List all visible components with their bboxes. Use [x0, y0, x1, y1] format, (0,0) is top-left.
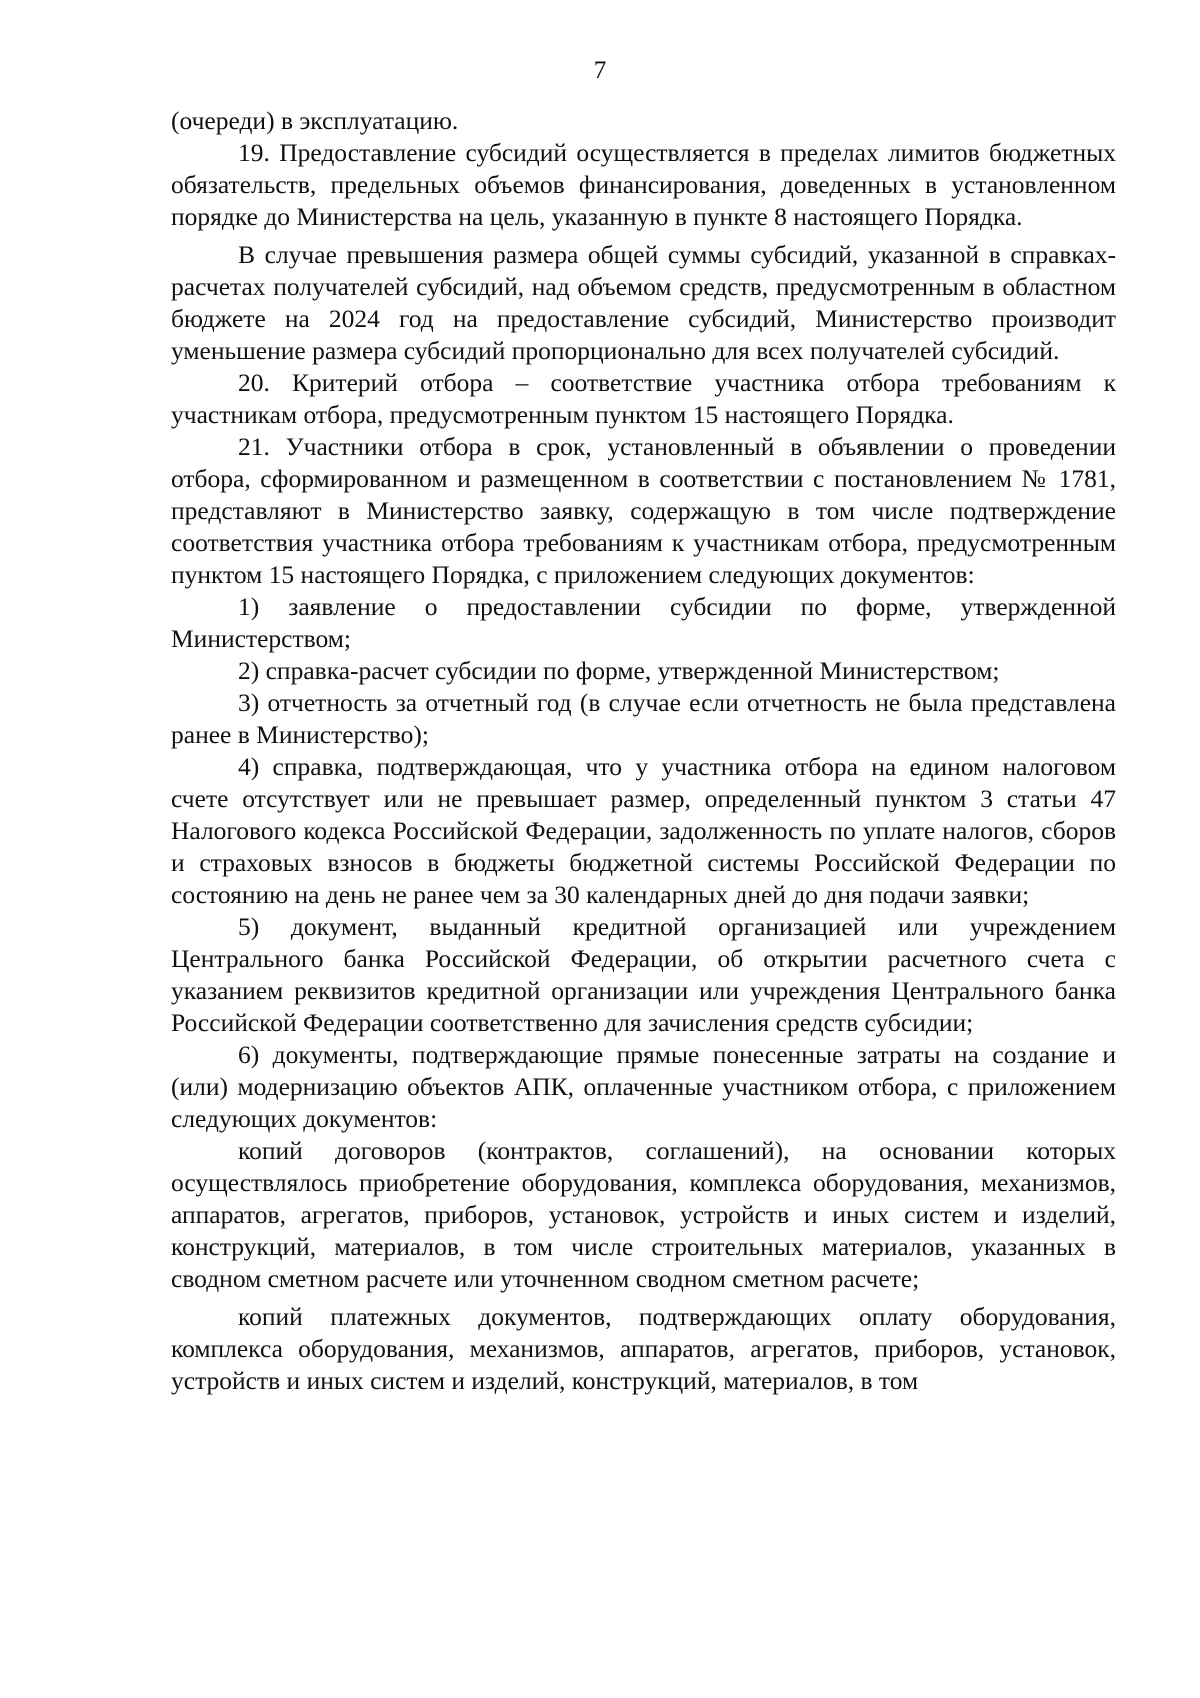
subitem-contracts: копий договоров (контрактов, соглашений), на основании которых осуществлялось приобретение оборудования, комплекса оборудования, механизмов, аппаратов, агрегатов, приборов, установок, устройств и иных систем и изделий, конструкций, материалов, в том числе строительных материалов, указанных в сводном сметном расчете или уточненном сводном сметном расчете; [171, 1136, 1116, 1293]
list-item-2: 2) справка-расчет субсидии по форме, утвержденной Министерством; [238, 656, 1000, 685]
list-item-5: 5) документ, выданный кредитной организацией или учреждением Центрального банка Российской Федерации, об открытии расчетного счета с указанием реквизитов кредитной организации или учреждения Центрального банка Российской Федерации соответственно для зачисления средств субсидии; [171, 912, 1116, 1037]
paragraph-item-21: 21. Участники отбора в срок, установленный в объявлении о проведении отбора, сформированном и размещенном в соответствии с постановлением № 1781, представляют в Министерство заявку, содержащую в том числе подтверждение соответствия участника отбора требованиям к участникам отбора, предусмотренным пунктом 15 настоящего Порядка, с приложением следующих документов: [171, 432, 1116, 589]
list-item-3: 3) отчетность за отчетный год (в случае если отчетность не была представлена ранее в Министерство); [171, 688, 1116, 749]
paragraph-continuation: (очереди) в эксплуатацию. [171, 106, 459, 135]
paragraph-item-20: 20. Критерий отбора – соответствие участника отбора требованиям к участникам отбора, предусмотренным пунктом 15 настоящего Порядка. [171, 368, 1116, 429]
list-item-4: 4) справка, подтверждающая, что у участника отбора на едином налоговом счете отсутствует или не превышает размер, определенный пунктом 3 статьи 47 Налогового кодекса Российской Федерации, задолженность по уплате налогов, сборов и страховых взносов в бюджеты бюджетной системы Российской Федерации по состоянию на день не ранее чем за 30 календарных дней до дня подачи заявки; [171, 752, 1116, 909]
paragraph-excess-subsidy: В случае превышения размера общей суммы субсидий, указанной в справках-расчетах получателей субсидий, над объемом средств, предусмотренным в областном бюджете на 2024 год на предоставление субсидий, Министерство производит уменьшение размера субсидий пропорционально для всех получателей субсидий. [171, 240, 1116, 365]
subitem-payments: копий платежных документов, подтверждающих оплату оборудования, комплекса оборудования, механизмов, аппаратов, агрегатов, приборов, установок, устройств и иных систем и изделий, конструкций, материалов, в том [171, 1302, 1116, 1395]
list-item-1: 1) заявление о предоставлении субсидии по форме, утвержденной Министерством; [171, 592, 1116, 653]
list-item-6: 6) документы, подтверждающие прямые понесенные затраты на создание и (или) модернизацию объектов АПК, оплаченные участником отбора, с приложением следующих документов: [171, 1040, 1116, 1133]
paragraph-item-19: 19. Предоставление субсидий осуществляется в пределах лимитов бюджетных обязательств, предельных объемов финансирования, доведенных в установленном порядке до Министерства на цель, указанную в пункте 8 настоящего Порядка. [171, 138, 1116, 231]
page-number: 7 [593, 57, 607, 84]
document-body [171, 105, 1116, 1397]
